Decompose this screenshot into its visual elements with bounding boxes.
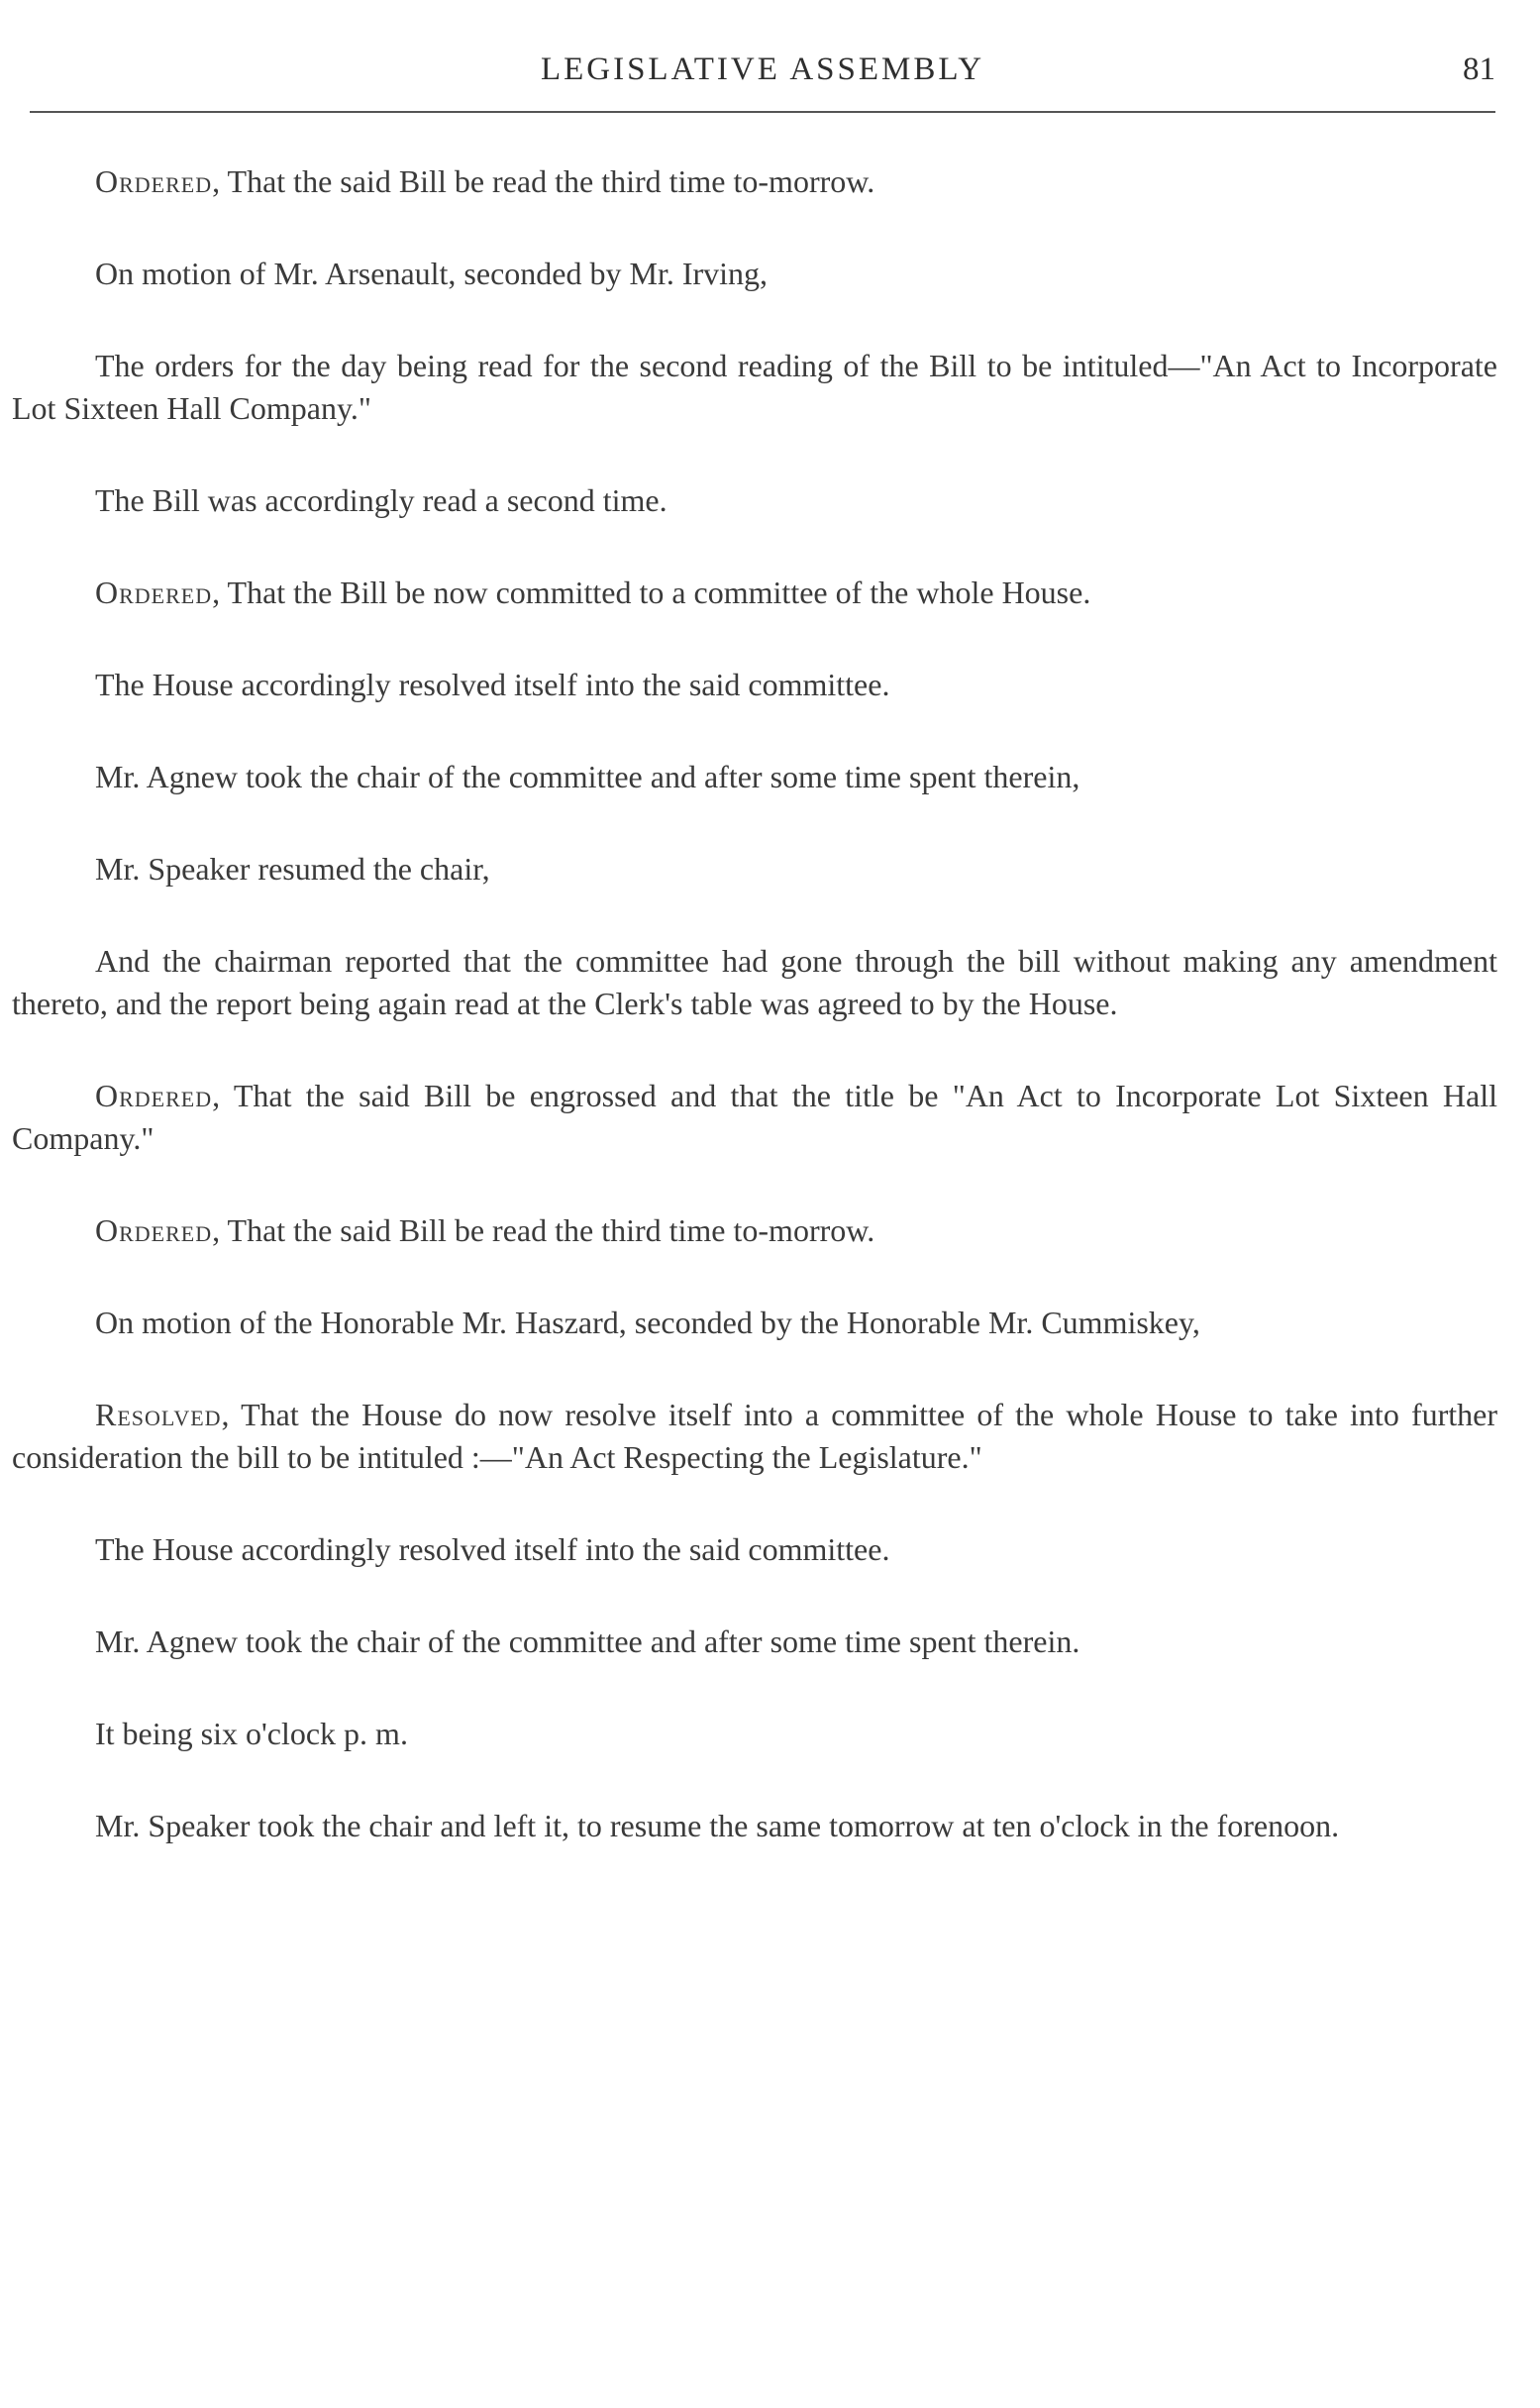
paragraph-text: The Bill was accordingly read a second time. xyxy=(95,482,667,518)
paragraph xyxy=(12,1075,1497,1160)
paragraph-text: The orders for the day being read for the second reading of the Bill to be intituled—"An Act to Incorporate Lot Sixteen Hall Company." xyxy=(12,348,1497,426)
paragraph xyxy=(12,756,1497,798)
paragraph-lead: Ordered xyxy=(95,575,213,610)
paragraph xyxy=(12,848,1497,890)
paragraph xyxy=(12,572,1497,614)
paragraph xyxy=(12,1394,1497,1479)
body-text xyxy=(12,160,1497,1897)
paragraph-lead: Ordered xyxy=(95,1212,213,1248)
paragraph-text: Mr. Agnew took the chair of the committee and after some time spent therein, xyxy=(95,759,1080,794)
paragraph-text: Mr. Speaker resumed the chair, xyxy=(95,851,490,887)
paragraph xyxy=(12,1209,1497,1252)
paragraph-lead: Ordered xyxy=(95,163,213,199)
paragraph xyxy=(12,345,1497,430)
paragraph-text: Mr. Agnew took the chair of the committee and after some time spent therein. xyxy=(95,1623,1080,1659)
paragraph-text: , That the Bill be now committed to a committee of the whole House. xyxy=(212,575,1091,610)
paragraph-text: It being six o'clock p. m. xyxy=(95,1716,408,1751)
paragraph-text: And the chairman reported that the committee had gone through the bill without making any amendment thereto, and the report being again read at the Clerk's table was agreed to by the House. xyxy=(12,943,1497,1021)
paragraph-text: On motion of the Honorable Mr. Haszard, seconded by the Honorable Mr. Cummiskey, xyxy=(95,1305,1200,1340)
paragraph-text: Mr. Speaker took the chair and left it, to resume the same tomorrow at ten o'clock in the forenoon. xyxy=(95,1808,1340,1843)
paragraph-text: The House accordingly resolved itself into the said committee. xyxy=(95,1531,890,1567)
paragraph xyxy=(12,664,1497,706)
paragraph-text: , That the said Bill be read the third time to-morrow. xyxy=(212,163,875,199)
running-title: LEGISLATIVE ASSEMBLY xyxy=(540,52,985,87)
paragraph-text: , That the said Bill be engrossed and that the title be "An Act to Incorporate Lot Sixteen Hall Company." xyxy=(12,1078,1497,1156)
paragraph-text: , That the said Bill be read the third time to-morrow. xyxy=(212,1212,875,1248)
page-header xyxy=(30,52,1495,101)
paragraph xyxy=(12,1713,1497,1755)
paragraph xyxy=(12,160,1497,203)
paragraph-lead: Resolved xyxy=(95,1397,222,1432)
paragraph xyxy=(12,1805,1497,1847)
paragraph-text: , That the House do now resolve itself into a committee of the whole House to take into further consideration the bill to be intituled :—"An Act Respecting the Legislature." xyxy=(12,1397,1497,1475)
paragraph-text: On motion of Mr. Arsenault, seconded by Mr. Irving, xyxy=(95,256,769,291)
page-number: 81 xyxy=(1463,52,1495,87)
paragraph xyxy=(12,1621,1497,1663)
paragraph-text: The House accordingly resolved itself into the said committee. xyxy=(95,667,890,702)
paragraph xyxy=(12,940,1497,1025)
paragraph xyxy=(12,253,1497,295)
paragraph-lead: Ordered xyxy=(95,1078,213,1113)
header-rule xyxy=(30,111,1495,113)
paragraph xyxy=(12,1528,1497,1571)
paragraph xyxy=(12,479,1497,522)
paragraph xyxy=(12,1302,1497,1344)
